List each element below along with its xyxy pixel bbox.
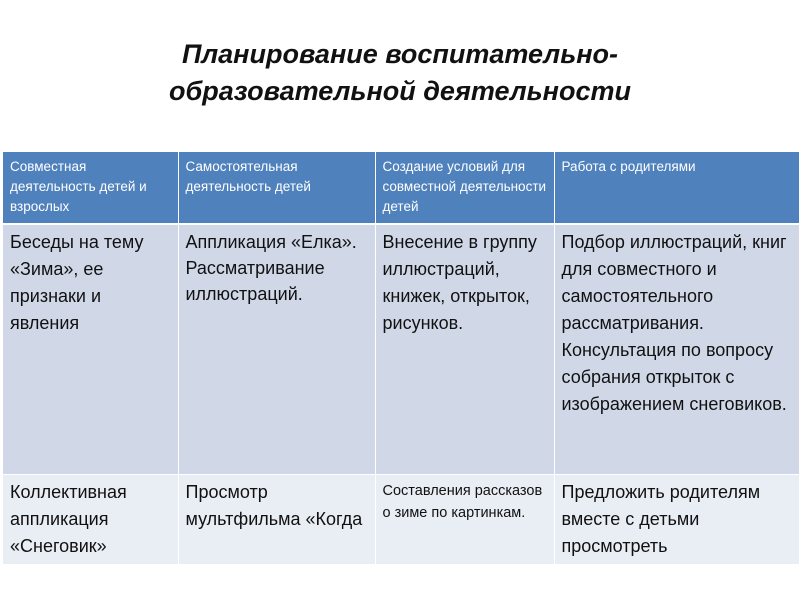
- table-header-row: [3, 152, 799, 224]
- header-creating-conditions: Создание условий для совместной деятельности детей: [375, 152, 554, 224]
- table-cell: Подбор иллюстраций, книг для совместного и самостоятельного рассматривания. Консультация по вопросу собрания открыток с изображением снеговиков.: [554, 224, 799, 475]
- planning-table: [3, 152, 799, 565]
- title-line-2: образовательной деятельности: [169, 76, 631, 106]
- table-row: [3, 475, 799, 565]
- title-line-1: Планирование воспитательно-: [181, 39, 619, 69]
- header-joint-activity: Совместная деятельность детей и взрослых: [3, 152, 178, 224]
- header-work-with-parents: Работа с родителями: [554, 152, 799, 224]
- planning-table-container: [3, 152, 799, 565]
- table-cell: Беседы на тему «Зима», ее признаки и явления: [3, 224, 178, 475]
- header-independent-activity: Самостоятельная деятельность детей: [178, 152, 375, 224]
- table-row: [3, 224, 799, 475]
- page-title: [0, 36, 800, 110]
- table-cell: Составления рассказов о зиме по картинкам.: [375, 475, 554, 565]
- table-cell: Внесение в группу иллюстраций, книжек, открыток, рисунков.: [375, 224, 554, 475]
- table-cell: Предложить родителям вместе с детьми просмотреть: [554, 475, 799, 565]
- table-cell: Аппликация «Елка». Рассматривание иллюстраций.: [178, 224, 375, 475]
- table-cell: Просмотр мультфильма «Когда: [178, 475, 375, 565]
- table-cell: Коллективная аппликация «Снеговик»: [3, 475, 178, 565]
